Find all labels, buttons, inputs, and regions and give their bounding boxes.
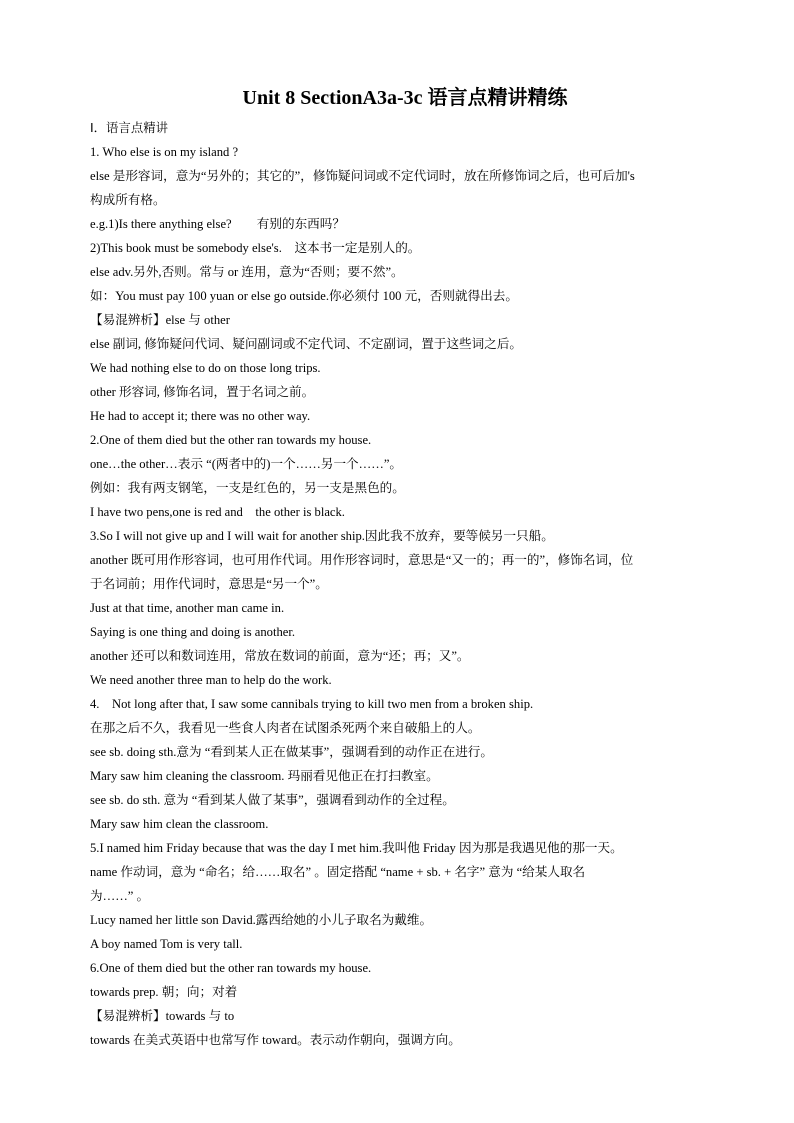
text-line: see sb. do sth. 意为 “看到某人做了某事”，强调看到动作的全过程。	[90, 793, 455, 807]
text-line: Saying is one thing and doing is another.	[90, 625, 295, 639]
document-page	[90, 84, 710, 1052]
text-line: 【易混辨析】else 与 other	[90, 313, 230, 327]
text-line: another 既可用作形容词，也可用作代词。用作形容词时，意思是“又一的；再一的”，修饰名词，位	[90, 553, 634, 567]
text-line: He had to accept it; there was no other way.	[90, 409, 311, 423]
text-line: 3.So I will not give up and I will wait for another ship.因此我不放弃，要等候另一只船。	[90, 529, 554, 543]
text-line: towards prep. 朝；向；对着	[90, 985, 238, 999]
text-line: 4. Not long after that, I saw some cannibals trying to kill two men from a broken ship.	[90, 697, 534, 711]
text-line: other 形容词, 修饰名词，置于名词之前。	[90, 385, 315, 399]
text-line: another 还可以和数词连用，常放在数词的前面，意为“还；再；又”。	[90, 649, 470, 663]
text-line: Mary saw him cleaning the classroom. 玛丽看见他正在打扫教室。	[90, 769, 439, 783]
document-title: Unit 8 SectionA3a-3c 语言点精讲精练	[242, 87, 568, 109]
text-line: 在那之后不久，我看见一些食人肉者在试图杀死两个来自破船上的人。	[90, 721, 481, 735]
text-line: one…the other…表示 “(两者中的)一个……另一个……”。	[90, 457, 402, 471]
document-body	[90, 116, 710, 1052]
text-line: towards 在美式英语中也常写作 toward。表示动作朝向，强调方向。	[90, 1033, 461, 1047]
text-line: 1. Who else is on my island ?	[90, 145, 239, 159]
text-line: Just at that time, another man came in.	[90, 601, 285, 615]
text-line: Mary saw him clean the classroom.	[90, 817, 269, 831]
text-line: 例如：我有两支钢笔，一支是红色的，另一支是黑色的。	[90, 481, 405, 495]
text-line: Lucy named her little son David.露西给她的小儿子取名为戴维。	[90, 913, 433, 927]
section-heading: I．语言点精讲	[90, 120, 168, 135]
text-line: name 作动词，意为 “命名；给……取名” 。固定搭配 “name + sb. + 名字” 意为 “给某人取名	[90, 865, 586, 879]
text-line: 于名词前；用作代词时，意思是“另一个”。	[90, 577, 328, 591]
text-line: e.g.1)Is there anything else? 有别的东西吗？	[90, 217, 345, 231]
text-line: else 是形容词，意为“另外的；其它的”，修饰疑问词或不定代词时，放在所修饰词之后，也可后加's	[90, 169, 635, 183]
text-line: A boy named Tom is very tall.	[90, 937, 243, 951]
text-line: else 副词, 修饰疑问代词、疑问副词或不定代词、不定副词，置于这些词之后。	[90, 337, 523, 351]
text-line: 构成所有格。	[90, 193, 166, 207]
text-line: 如：You must pay 100 yuan or else go outside.你必须付 100 元，否则就得出去。	[90, 289, 518, 303]
text-line: else adv.另外,否则。常与 or 连用，意为“否则；要不然”。	[90, 265, 404, 279]
text-line: 6.One of them died but the other ran towards my house.	[90, 961, 372, 975]
text-line: see sb. doing sth.意为 “看到某人正在做某事”，强调看到的动作正在进行。	[90, 745, 493, 759]
text-line: I have two pens,one is red and the other is black.	[90, 505, 345, 519]
text-line: 【易混辨析】towards 与 to	[90, 1009, 235, 1023]
text-line: We had nothing else to do on those long trips.	[90, 361, 321, 375]
text-line: 2)This book must be somebody else's. 这本书一定是别人的。	[90, 241, 421, 255]
text-line: 2.One of them died but the other ran towards my house.	[90, 433, 372, 447]
text-line: 5.I named him Friday because that was the day I met him.我叫他 Friday 因为那是我遇见他的那一天。	[90, 841, 623, 855]
text-line: We need another three man to help do the work.	[90, 673, 332, 687]
text-line: 为……” 。	[90, 889, 150, 903]
